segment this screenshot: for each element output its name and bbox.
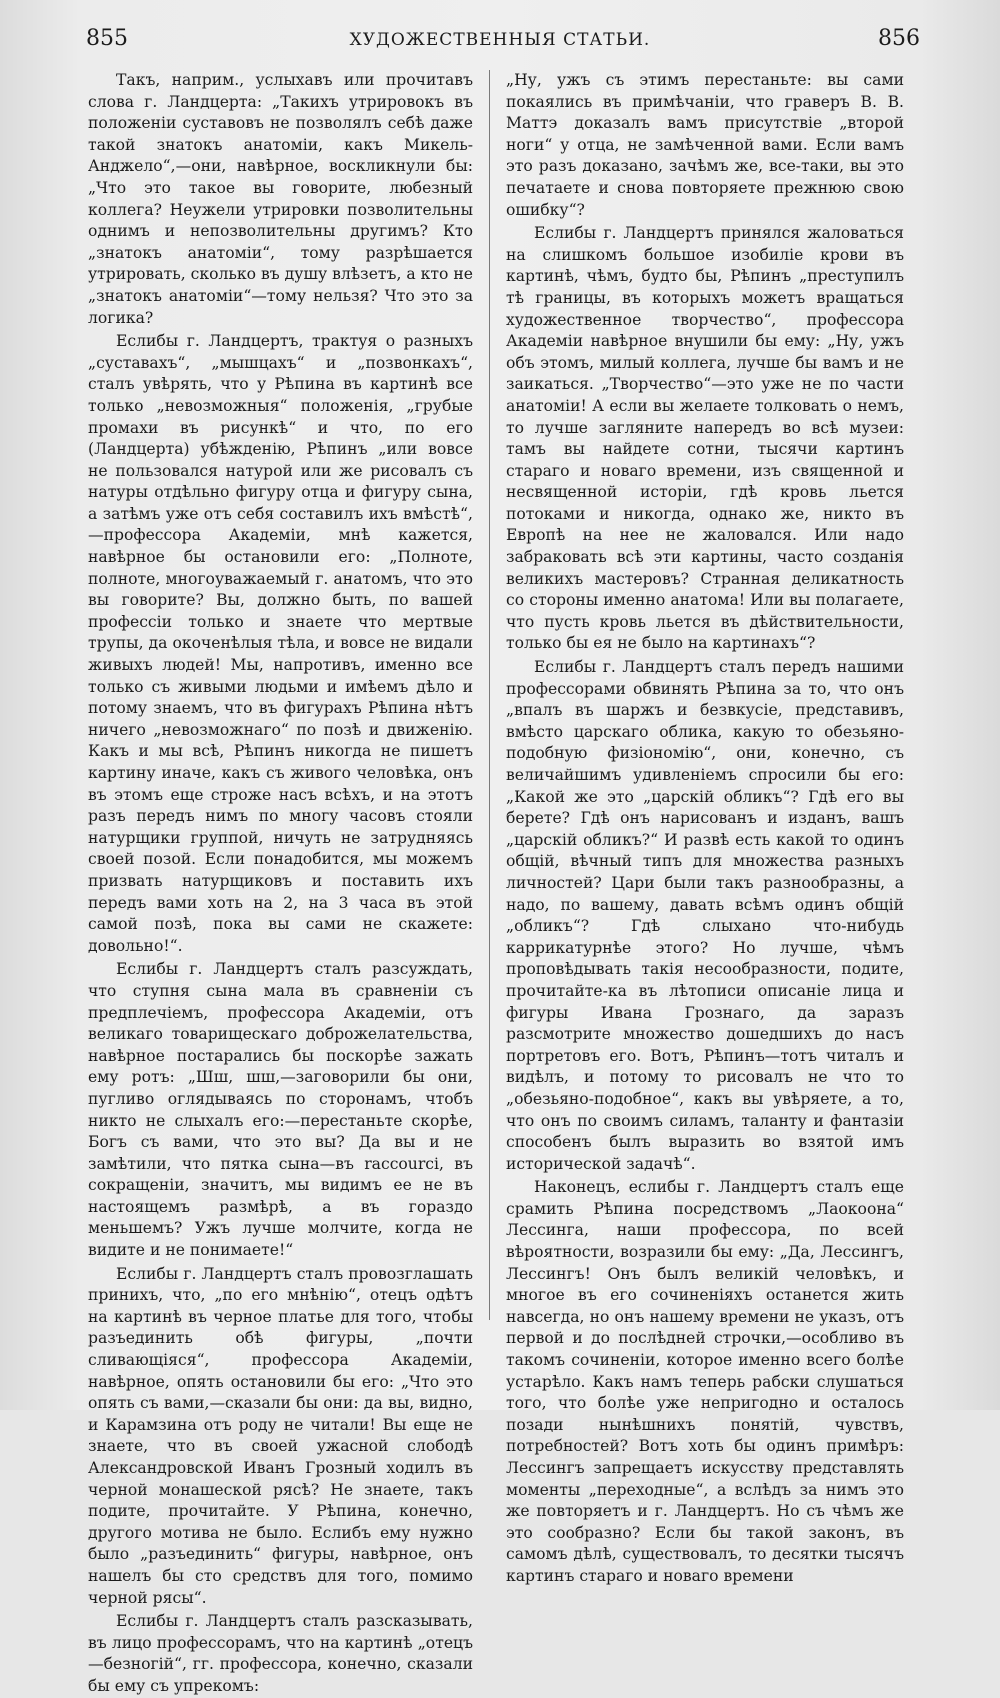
column-divider: [489, 70, 490, 1320]
left-page-number: 855: [86, 26, 128, 51]
paragraph: Еслибы г. Ландцертъ сталъ разсуждать, что ступня сына мала въ сравненіи съ предплечіемъ, профессора Академіи, отъ великаго товарищескаго доброжелательства, навѣрное постарались бы поскорѣе зажать ему ротъ: „Шш, шш,—заговорили бы они, пугливо оглядываясь по сторонамъ, чтобъ никто не слыхалъ его:—перестаньте скорѣе, Богъ съ вами, что это вы? Да вы и не замѣтили, что пятка сына—въ raccourci, въ сокращеніи, значитъ, мы видимъ ее не въ настоящемъ размѣрѣ, а въ гораздо меньшемъ? Ужъ лучше молчите, когда не видите и не понимаете!“: [88, 960, 473, 1260]
paragraph: Такъ, наприм., услыхавъ или прочитавъ слова г. Ландцерта: „Такихъ утрировокъ въ положеніи суставовъ не позволялъ себѣ даже такой знатокъ анатоміи, какъ Микель-Анджело“,—они, навѣрное, воскликнули бы: „Что это такое вы говорите, любезный коллега? Неужели утрировки позволительны однимъ и непозволительны другимъ? Кто „знатокъ анатоміи“, тому разрѣшается утрировать, сколько въ душу влѣзетъ, а кто не „знатокъ анатоміи“—тому нельзя? Что это за логика?: [88, 71, 473, 327]
paragraph: Еслибы г. Ландцертъ сталъ передъ нашими профессорами обвинять Рѣпина за то, что онъ „впалъ въ шаржъ и безвкусіе, представивъ, вмѣсто царскаго облика, какую то обезьяно-подобную физіономію“, они, конечно, съ величайшимъ удивленіемъ спросили бы его: „Какой же это „царскій обликъ“? Гдѣ его вы берете? Гдѣ онъ нарисованъ и изданъ, вашъ „царскій обликъ?“ И развѣ есть какой то одинъ общій, вѣчный типъ для множества разныхъ личностей? Цари были такъ разнообразны, а надо, по вашему, давать всѣмъ одинъ общій „обликъ“? Гдѣ слыхано что-нибудь каррикатурнѣе этого? Но лучше, чѣмъ проповѣдывать такія несообразности, подите, прочитайте-ка въ лѣтописи описаніе лица и фигуры Ивана Грознаго, да заразъ разсмотрите множество дошедшихъ до насъ портретовъ его. Вотъ, Рѣпинъ—тотъ читалъ и видѣлъ, и потому то рисовалъ не что то „обезьяно-подобное“, какъ вы увѣряете, а то, что онъ по своимъ силамъ, таланту и фантазіи способенъ былъ выразить во взятой имъ исторической задачѣ“.: [506, 658, 904, 1173]
paragraph: „Ну, ужъ съ этимъ перестаньте: вы сами покаялись въ примѣчаніи, что граверъ В. В. Маттэ доказалъ вамъ присутствіе „второй ноги“ у отца, не замѣченной вами. Если вамъ это разъ доказано, зачѣмъ же, все-таки, вы это печатаете и снова повторяете прежнюю свою ошибку“?: [506, 71, 904, 219]
running-title: ХУДОЖЕСТВЕННЫЯ СТАТЬИ.: [349, 30, 651, 50]
paragraph: Еслибы г. Ландцертъ сталъ разсказывать, въ лицо профессорамъ, что на картинѣ „отецъ—безногій“, гг. профессора, конечно, сказали бы ему съ упрекомъ:: [88, 1612, 473, 1695]
paragraph: Еслибы г. Ландцертъ, трактуя о разныхъ „суставахъ“, „мышцахъ“ и „позвонкахъ“, сталъ увѣрять, что у Рѣпина въ картинѣ все только „невозможныя“ положенія, „грубые промахи въ рисункѣ“ и что, по его (Ландцерта) убѣжденію, Рѣпинъ „или вовсе не пользовался натурой или же рисовалъ съ натуры отдѣльно фигуру отца и фигуру сына, а затѣмъ уже отъ себя составилъ ихъ вмѣстѣ“,—профессора Академіи, мнѣ кажется, навѣрное бы остановили его: „Полноте, полноте, многоуважаемый г. анатомъ, что это вы говорите? Вы, должно быть, по вашей профессіи только и знаете что мертвые трупы, да окоченѣлыя тѣла, и вовсе не видали живыхъ людей! Мы, напротивъ, именно все только съ живыми людьми и имѣемъ дѣло и потому знаемъ, что въ фигурахъ Рѣпина нѣтъ ничего „невозможнаго“ по позѣ и движенію. Какъ и мы всѣ, Рѣпинъ никогда не пишетъ картину иначе, какъ съ живого человѣка, онъ въ этомъ еще строже насъ всѣхъ, и на этотъ разъ передъ нимъ по многу часовъ стояли натурщики группой, ничуть не затрудняясь своей позой. Если понадобится, мы можемъ призвать натурщиковъ и поставить ихъ передъ вами хоть на 2, на 3 часа въ этой самой позѣ, пока вы сами не скажете: довольно!“.: [88, 332, 473, 955]
paragraph: Наконецъ, еслибы г. Ландцертъ сталъ еще срамить Рѣпина посредствомъ „Лаокоона“ Лессинга, наши профессора, по всей вѣроятности, возразили бы ему: „Да, Лессингъ, Лессингъ! Онъ былъ великій человѣкъ, и многое въ его сочиненіяхъ останется жить навсегда, но онъ нашему времени не указъ, отъ первой и до послѣдней строчки,—особливо въ такомъ сочиненіи, которое именно всего болѣе устарѣло. Какъ намъ теперь рабски слушаться того, что болѣе уже непригодно и осталось позади нынѣшнихъ понятій, чувствъ, потребностей? Вотъ хоть бы одинъ примѣръ: Лессингъ запрещаетъ искусству представлять моменты „переходные“, а вслѣдъ за нимъ это же повторяетъ и г. Ландцертъ. Но съ чѣмъ же это сообразно? Если бы такой законъ, въ самомъ дѣлѣ, существовалъ, то десятки тысячъ картинъ стараго и новаго времени: [506, 1178, 904, 1585]
page-header: [0, 26, 1000, 60]
paragraph: Еслибы г. Ландцертъ принялся жаловаться на слишкомъ большое изобиліе крови въ картинѣ, чѣмъ, будто бы, Рѣпинъ „преступилъ тѣ границы, въ которыхъ можетъ вращаться художественное творчество“, профессора Академіи навѣрное внушили бы ему: „Ну, ужъ объ этомъ, милый коллега, лучше бы вамъ и не заикаться. „Творчество“—это уже не по части анатоміи! А если вы желаете толковать о немъ, то лучше загляните напередъ во всѣ музеи: тамъ вы найдете сотни, тысячи картинъ стараго и новаго времени, изъ священной и несвященной исторіи, гдѣ кровь льется потоками и никогда, однако же, никто въ Европѣ на нее не жаловался. Или надо забраковать всѣ эти картины, часто созданія великихъ мастеровъ? Странная деликатность со стороны именно анатома! Или вы полагаете, что пусть кровь льется въ дѣйствительности, только бы ея не было на картинахъ“?: [506, 224, 904, 653]
right-page-number: 856: [878, 26, 920, 51]
right-column: [506, 70, 904, 1585]
paragraph: Еслибы г. Ландцертъ сталъ провозглашать принихъ, что, „по его мнѣнію“, отецъ одѣтъ на картинѣ въ черное платье для того, чтобы разъединить обѣ фигуры, „почти сливающіяся“, профессора Академіи, навѣрное, опять остановили бы его: „Что это опять съ вами,—сказали бы они: да вы, видно, и Карамзина отъ роду не читали! Вы еще не знаете, что въ своей ужасной слободѣ Александровской Иванъ Грозный ходилъ въ черной монашеской рясѣ? Не знаете, такъ подите, прочитайте. У Рѣпина, конечно, другого мотива не было. Еслибъ ему нужно было „разъединить“ фигуры, навѣрное, онъ нашелъ бы сто средствъ для того, помимо черной рясы“.: [88, 1264, 473, 1607]
left-column: [88, 70, 473, 1695]
